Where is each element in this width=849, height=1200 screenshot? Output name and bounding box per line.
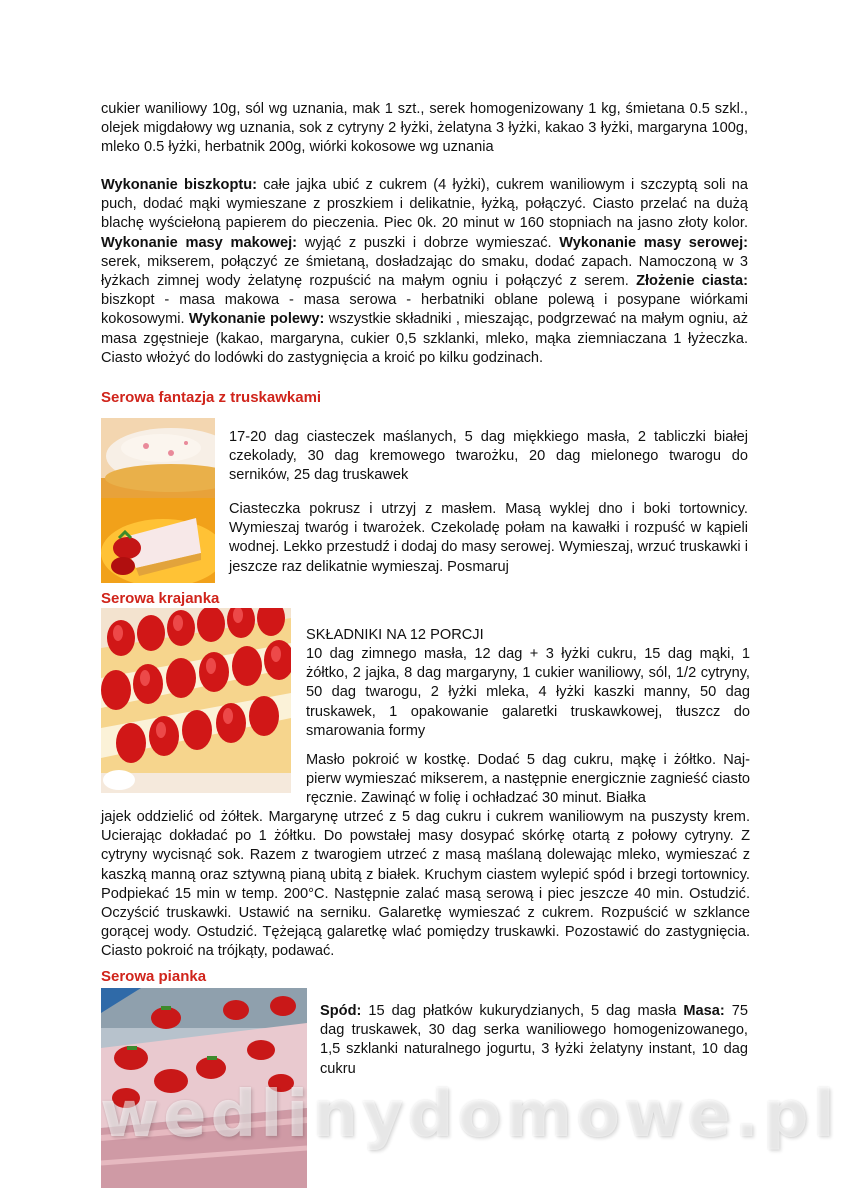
spod-text: 15 dag płatków kukurydzianych, 5 dag masła bbox=[361, 1003, 684, 1019]
recipe2-method-narrow: Masło pokroić w kostkę. Dodać 5 dag cukru, mąkę i żółtko. Naj-pierw wymieszać mikserem, a następnie energicznie zagnieść ciasto ręcznie. Zawinąć w folię i ochładzać 30 minut. Białka bbox=[306, 752, 750, 807]
recipe2-photo bbox=[101, 608, 291, 793]
cheesecake-photo bbox=[101, 418, 215, 583]
biszkopt-label: Wykonanie biszkoptu: bbox=[101, 177, 257, 193]
zlozenie-label: Złożenie ciasta: bbox=[636, 273, 748, 290]
strawberry-tart-photo bbox=[101, 608, 291, 793]
cheese-mousse-photo bbox=[101, 988, 307, 1188]
makowa-text: wyjąć z puszki i dobrze wymieszać. bbox=[297, 234, 560, 251]
recipe3-photo bbox=[101, 988, 307, 1188]
masa-text: 75 dag truskawek, 30 dag serka waniliowego homogenizowanego, 1,5 szklanki naturalnego jogurtu, 3 łyżki żelatyny instant, 10 dag cukru bbox=[320, 1003, 748, 1077]
polewa-label: Wykonanie polewy: bbox=[188, 311, 325, 328]
recipe3-title: Serowa pianka bbox=[101, 968, 207, 985]
recipe1-photo bbox=[101, 418, 215, 583]
serowa-label: Wykonanie masy serowej: bbox=[559, 234, 748, 251]
makowa-label: Wykonanie masy makowej: bbox=[101, 234, 297, 251]
intro-ingredients: cukier waniliowy 10g, sól wg uznania, mak 1 szt., serek homogenizowany 1 kg, śmietana 0.5 szkl., olejek migdałowy wg uznania, sok z cytryny 2 łyżki, żelatyna 3 łyżki, kakao 3 łyżki, margaryna 100g, mleko 0.5 łyżki, herbatnik 200g, wiórki kokosowe wg uznania bbox=[101, 101, 748, 156]
recipe3-ingredients bbox=[320, 1002, 748, 1079]
recipe1-ingredients: 17-20 dag ciasteczek maślanych, 5 dag miękkiego masła, 2 tabliczki białej czekolady, 30 dag kremowego twarożku, 20 dag mielonego twarogu do serników, 25 dag truskawek bbox=[229, 429, 748, 484]
masa-label: Masa: bbox=[683, 1003, 725, 1019]
recipe2-portions: SKŁADNIKI NA 12 PORCJI bbox=[306, 627, 484, 643]
recipe1-title: Serowa fantazja z truskawkami bbox=[101, 389, 322, 406]
recipe2-ingredients: 10 dag zimnego masła, 12 dag + 3 łyżki cukru, 15 dag mąki, 1 żółtko, 2 jajka, 8 dag margaryny, 1 cukier waniliowy, sól, 1/2 cytryny, 50 dag twarogu, 2 łyżki mleka, 4 łyżki kaszki manny, 50 dag truskawek, 1 opakowanie galaretki truskawkowej, tłuszcz do smarowania formy bbox=[306, 646, 750, 739]
polewa-text: wszystkie składniki , mieszając, podgrzewać na małym ogniu, aż masa zgęstnieje (kakao, margaryna, cukier 0,5 szklanki, mleko, mąka ziemniaczana 1 łyżeczka. Ciasto włożyć do lodówki do zastygnięcia a kroić po kilku godzinach. bbox=[101, 311, 749, 366]
recipe2-title: Serowa krajanka bbox=[101, 590, 220, 607]
spod-label: Spód: bbox=[320, 1003, 362, 1019]
zlozenie-text: biszkopt - masa makowa - masa serowa - herbatniki oblane polewą i posypane wiórkami kokosowymi. bbox=[101, 292, 748, 328]
method-paragraph bbox=[101, 176, 748, 368]
recipe1-method: Ciasteczka pokrusz i utrzyj z masłem. Masą wyklej dno i boki tortownicy. Wymieszaj twaróg i twarożek. Czekoladę połam na kawałki i rozpuść w kąpieli wodnej. Lekko przestudź i dodaj do masy serowej. Wymieszaj, wrzuć truskawki i jeszcze raz delikatnie wymieszaj. Posmaruj bbox=[229, 501, 748, 575]
biszkopt-text: całe jajka ubić z cukrem (4 łyżki), cukrem waniliowym i szczyptą soli na puch, dodać mąki wymieszane z proszkiem i delikatnie, łyżką, połączyć. Ciasto przelać na dużą blachę wyściełoną papierem do pieczenia. Piec 0k. 20 minut w 160 stopniach na jasno złoty kolor. bbox=[101, 177, 748, 232]
watermark: wedlinydomowe.pl bbox=[100, 1078, 839, 1152]
serowa-text: serek, mikserem, połączyć ze śmietaną, dosładzając do smaku, dodać zapach. Namoczoną w 3 łyżkach zimnej wody żelatynę rozpuścić na małym ogniu i połączyć z serem. bbox=[101, 253, 748, 290]
recipe2-method-wide: jajek oddzielić od żółtek. Margarynę utrzeć z 5 dag cukru i cukrem waniliowym na puszysty krem. Ucierając dokładać po 1 żółtku. Do powstałej masy dosypać skórkę otartą z połowy cytryny. Z cytryny wycisnąć sok. Razem z twarogiem utrzeć z masą maślaną dolewając mleko, wymieszać z kaszką manną oraz sztywną pianą ubitą z białek. Kruchym ciastem wylepić spód i brzegi tortownicy. Podpiekać 15 min w temp. 200°C. Następnie zalać masą serową i piec jeszcze 40 min. Ostudzić. Oczyścić truskawki. Ustawić na serniku. Galaretkę wymieszać z cukrem. Rozpuścić w szklance gorącej wody. Ostudzić. Tężejącą galaretkę wlać pomiędzy truskawki. Pozostawić do zastygnięcia. Ciasto pokroić na trójkąty, podawać. bbox=[101, 809, 750, 960]
